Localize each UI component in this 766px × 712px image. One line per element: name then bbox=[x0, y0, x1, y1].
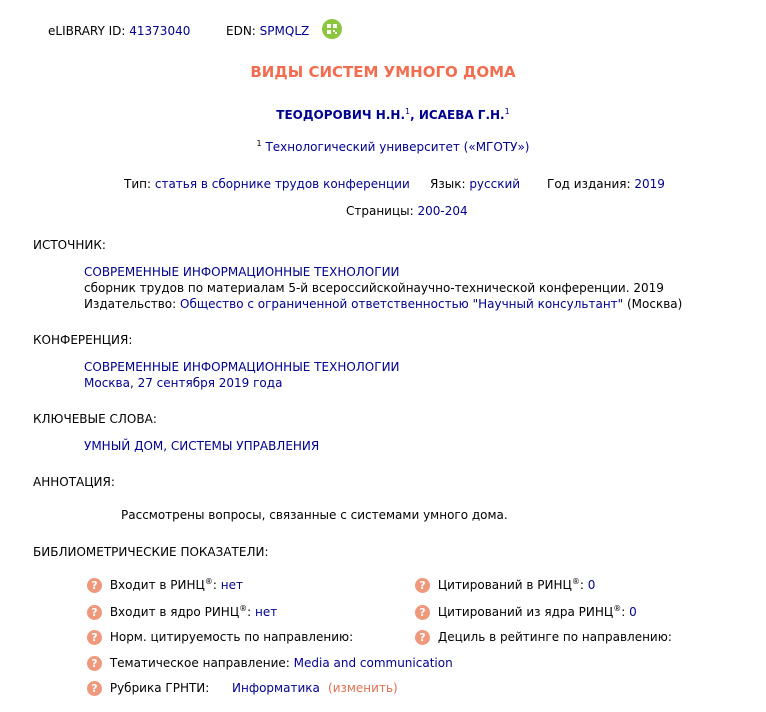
source-description: сборник трудов по материалам 5-й всероссийскойнаучно-технической конференции. 2019 bbox=[84, 281, 664, 295]
citations-core-row bbox=[415, 605, 637, 620]
source-publisher bbox=[84, 297, 682, 311]
citations-row bbox=[415, 578, 595, 593]
bibliometrics-heading: БИБЛИОМЕТРИЧЕСКИЕ ПОКАЗАТЕЛИ: bbox=[33, 545, 269, 559]
elibrary-id-value: 41373040 bbox=[129, 24, 191, 38]
help-icon[interactable]: ? bbox=[415, 605, 430, 620]
registered-mark: ® bbox=[571, 577, 580, 586]
pages-value: 200-204 bbox=[417, 204, 468, 218]
topic-row bbox=[87, 656, 453, 671]
help-icon[interactable]: ? bbox=[87, 630, 102, 645]
citations-value[interactable]: 0 bbox=[587, 578, 596, 592]
publisher-link[interactable]: Общество с ограниченной ответственностью "Научный консультант" bbox=[180, 297, 624, 311]
colon: : bbox=[247, 605, 252, 619]
author-separator: , bbox=[410, 108, 419, 122]
edn bbox=[226, 24, 309, 38]
help-icon[interactable]: ? bbox=[415, 630, 430, 645]
keywords-heading: КЛЮЧЕВЫЕ СЛОВА: bbox=[33, 412, 157, 426]
help-icon[interactable]: ? bbox=[87, 578, 102, 593]
topic-value: Media and communication bbox=[293, 656, 453, 670]
registered-mark: ® bbox=[239, 604, 248, 613]
grnti-row bbox=[87, 681, 209, 696]
abstract-text: Рассмотрены вопросы, связанные с системами умного дома. bbox=[121, 508, 508, 522]
rinc-label: Входит в РИНЦ bbox=[109, 578, 205, 592]
publisher-city: (Москва) bbox=[627, 297, 683, 311]
rinc-value: нет bbox=[220, 578, 243, 592]
conference-title-link[interactable]: СОВРЕМЕННЫЕ ИНФОРМАЦИОННЫЕ ТЕХНОЛОГИИ bbox=[84, 360, 400, 374]
registered-mark: ® bbox=[204, 577, 213, 586]
edn-value: SPMQLZ bbox=[259, 24, 310, 38]
help-icon[interactable]: ? bbox=[87, 681, 102, 696]
publication-type bbox=[124, 177, 410, 191]
language-label: Язык: bbox=[430, 177, 466, 191]
edn-label: EDN: bbox=[226, 24, 256, 38]
colon: : bbox=[212, 578, 217, 592]
year-value: 2019 bbox=[634, 177, 665, 191]
affiliation-link[interactable]: Технологический университет («МГОТУ») bbox=[265, 140, 530, 154]
type-value: статья в сборнике трудов конференции bbox=[154, 177, 410, 191]
source-title-link[interactable]: СОВРЕМЕННЫЕ ИНФОРМАЦИОННЫЕ ТЕХНОЛОГИИ bbox=[84, 265, 400, 279]
language-value: русский bbox=[469, 177, 521, 191]
elibrary-id bbox=[48, 24, 190, 38]
author-1[interactable]: ТЕОДОРОВИЧ Н.Н. bbox=[276, 108, 406, 122]
registered-mark: ® bbox=[613, 604, 622, 613]
affiliation-sup: 1 bbox=[256, 139, 262, 148]
source-heading: ИСТОЧНИК: bbox=[33, 238, 106, 252]
colon: : bbox=[621, 605, 626, 619]
conference-place-date: Москва, 27 сентября 2019 года bbox=[84, 376, 283, 390]
keywords-list bbox=[84, 439, 319, 453]
norm-citation-row bbox=[87, 630, 353, 645]
help-icon[interactable]: ? bbox=[87, 656, 102, 671]
paren-close: ) bbox=[393, 681, 398, 695]
author-2-sup: 1 bbox=[504, 107, 510, 116]
language bbox=[430, 177, 520, 191]
publisher-label: Издательство: bbox=[84, 297, 177, 311]
decile-row bbox=[415, 630, 672, 645]
affiliation bbox=[0, 140, 766, 154]
rinc-core-label: Входит в ядро РИНЦ bbox=[109, 605, 240, 619]
pages-label: Страницы: bbox=[346, 204, 414, 218]
change-link[interactable]: изменить bbox=[332, 681, 394, 695]
year-label: Год издания: bbox=[547, 177, 631, 191]
keyword-link[interactable]: СИСТЕМЫ УПРАВЛЕНИЯ bbox=[170, 439, 320, 453]
qr-code-icon[interactable] bbox=[322, 19, 342, 39]
keyword-separator: , bbox=[163, 439, 171, 453]
rinc-row bbox=[87, 578, 243, 593]
authors bbox=[0, 108, 766, 122]
decile-label: Дециль в рейтинге по направлению: bbox=[437, 630, 672, 644]
publication-year bbox=[547, 177, 665, 191]
rinc-core-row bbox=[87, 605, 277, 620]
keyword-link[interactable]: УМНЫЙ ДОМ bbox=[84, 439, 164, 453]
elibrary-id-label: eLIBRARY ID: bbox=[48, 24, 126, 38]
colon: : bbox=[579, 578, 584, 592]
citations-label: Цитирований в РИНЦ bbox=[437, 578, 572, 592]
grnti-change bbox=[328, 681, 398, 695]
norm-citation-label: Норм. цитируемость по направлению: bbox=[109, 630, 354, 644]
article-title: ВИДЫ СИСТЕМ УМНОГО ДОМА bbox=[250, 63, 516, 81]
help-icon[interactable]: ? bbox=[87, 605, 102, 620]
pages bbox=[346, 204, 468, 218]
topic-label: Тематическое направление: bbox=[109, 656, 290, 670]
paren-open: ( bbox=[328, 681, 333, 695]
citations-core-value[interactable]: 0 bbox=[629, 605, 637, 619]
citations-core-label: Цитирований из ядра РИНЦ bbox=[437, 605, 614, 619]
grnti-label: Рубрика ГРНТИ: bbox=[109, 681, 210, 695]
rinc-core-value: нет bbox=[255, 605, 278, 619]
abstract-heading: АННОТАЦИЯ: bbox=[33, 475, 115, 489]
help-icon[interactable]: ? bbox=[415, 578, 430, 593]
author-1-sup: 1 bbox=[405, 107, 411, 116]
type-label: Тип: bbox=[124, 177, 152, 191]
conference-heading: КОНФЕРЕНЦИЯ: bbox=[33, 333, 133, 347]
grnti-value: Информатика bbox=[232, 681, 320, 695]
author-2[interactable]: ИСАЕВА Г.Н. bbox=[418, 108, 505, 122]
